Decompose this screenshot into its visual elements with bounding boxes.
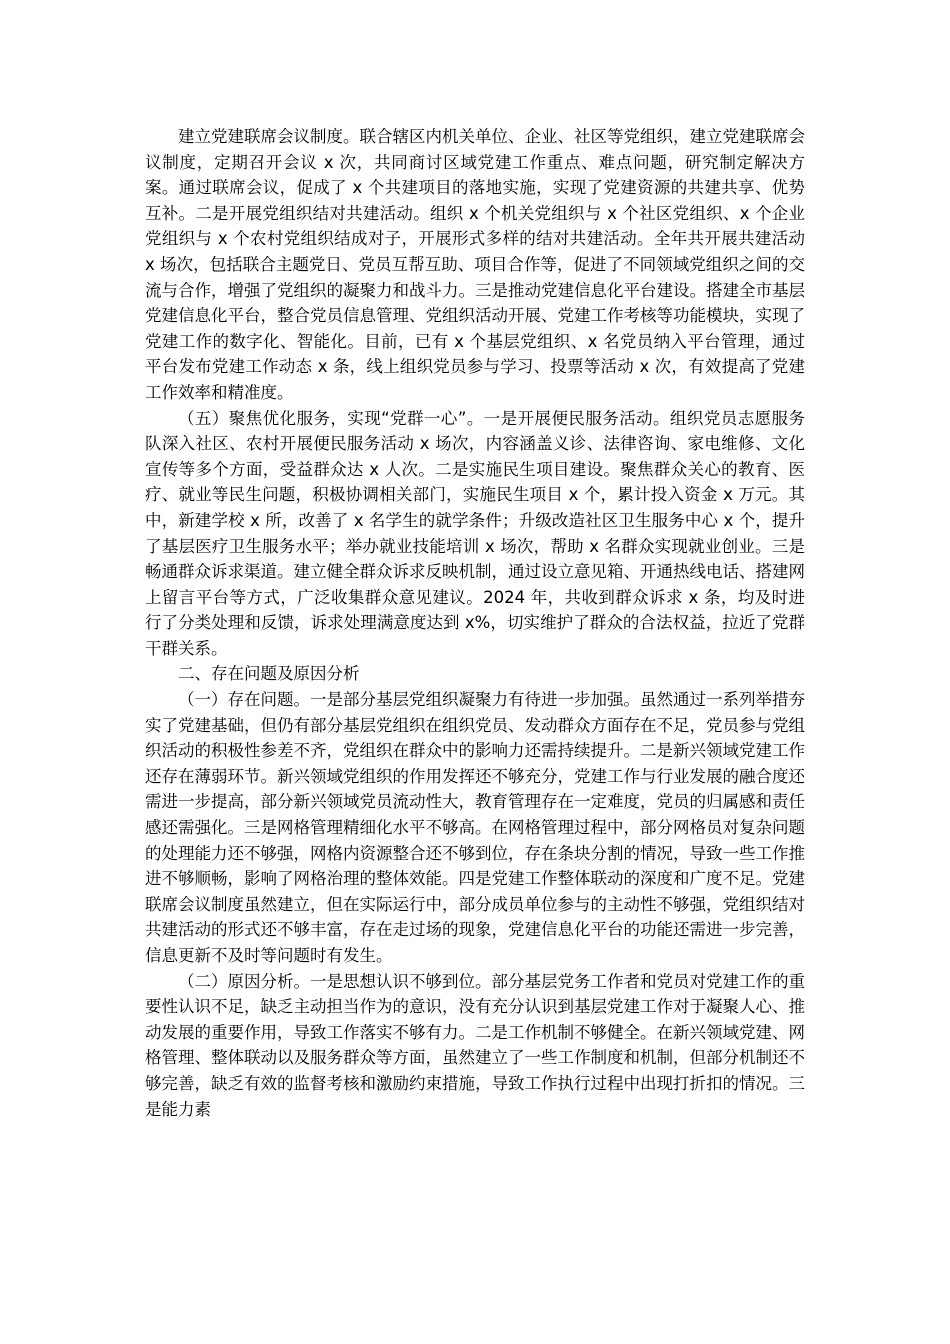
paragraph-existing-problems: （一）存在问题。一是部分基层党组织凝聚力有待进一步加强。虽然通过一系列举措夯实了党建基础，但仍有部分基层党组织在组织党员、发动群众方面存在不足，党员参与党组织活动的积极性参差不齐，党组织在群众中的影响力还需持续提升。二是新兴领域党建工作还存在薄弱环节。新兴领域党组织的作用发挥还不够充分，党建工作与行业发展的融合度还需进一步提高，部分新兴领域党员流动性大，教育管理存在一定难度，党员的归属感和责任感还需强化。三是网格管理精细化水平不够高。在网格管理过程中，部分网格员对复杂问题的处理能力还不够强，网格内资源整合还不够到位，存在条块分割的情况，导致一些工作推进不够顺畅，影响了网格治理的整体效能。四是党建工作整体联动的深度和广度不足。党建联席会议制度虽然建立，但在实际运行中，部分成员单位参与的主动性不够强，党组织结对共建活动的形式还不够丰富，存在走过场的现象，党建信息化平台的功能还需进一步完善，信息更新不及时等问题时有发生。 bbox=[145, 690, 805, 965]
paragraph-cause-analysis: （二）原因分析。一是思想认识不够到位。部分基层党务工作者和党员对党建工作的重要性认识不足，缺乏主动担当作为的意识，没有充分认识到基层党建工作对于凝聚人心、推动发展的重要作用，导致工作落实不够有力。二是工作机制不够健全。在新兴领域党建、网格管理、整体联动以及服务群众等方面，虽然建立了一些工作制度和机制，但部分机制还不够完善，缺乏有效的监督考核和激励约束措施，导致工作执行过程中出现打折扣的情况。三是能力素 bbox=[145, 971, 805, 1119]
paragraph-party-building-joint-meeting: 建立党建联席会议制度。联合辖区内机关单位、企业、社区等党组织，建立党建联席会议制度，定期召开会议 x 次，共同商讨区域党建工作重点、难点问题，研究制定解决方案。通过联席会议，促成了 x 个共建项目的落地实施，实现了党建资源的共建共享、优势互补。二是开展党组织结对共建活动。组织 x 个机关党组织与 x 个社区党组织、x 个企业党组织与 x 个农村党组织结成对子，开展形式多样的结对共建活动。全年共开展共建活动 x 场次，包括联合主题党日、党员互帮互助、项目合作等，促进了不同领域党组织之间的交流与合作，增强了党组织的凝聚力和战斗力。三是推动党建信息化平台建设。搭建全市基层党建信息化平台，整合党员信息管理、党组织活动开展、党建工作考核等功能模块，实现了党建工作的数字化、智能化。目前，已有 x 个基层党组织、x 名党员纳入平台管理，通过平台发布党建工作动态 x 条，线上组织党员参与学习、投票等活动 x 次，有效提高了党建工作效率和精准度。 bbox=[145, 127, 805, 402]
section-heading-problems-analysis: 二、存在问题及原因分析 bbox=[178, 664, 360, 684]
paragraph-optimize-services: （五）聚焦优化服务，实现“党群一心”。一是开展便民服务活动。组织党员志愿服务队深入社区、农村开展便民服务活动 x 场次，内容涵盖义诊、法律咨询、家电维修、文化宣传等多个方面，受益群众达 x 人次。二是实施民生项目建设。聚焦群众关心的教育、医疗、就业等民生问题，积极协调相关部门，实施民生项目 x 个，累计投入资金 x 万元。其中，新建学校 x 所，改善了 x 名学生的就学条件；升级改造社区卫生服务中心 x 个，提升了基层医疗卫生服务水平；举办就业技能培训 x 场次，帮助 x 名群众实现就业创业。三是畅通群众诉求渠道。建立健全群众诉求反映机制，通过设立意见箱、开通热线电话、搭建网上留言平台等方式，广泛收集群众意见建议。2024 年，共收到群众诉求 x 条，均及时进行了分类处理和反馈，诉求处理满意度达到 x%，切实维护了群众的合法权益，拉近了党群干群关系。 bbox=[145, 408, 805, 658]
document-page bbox=[145, 124, 805, 1122]
